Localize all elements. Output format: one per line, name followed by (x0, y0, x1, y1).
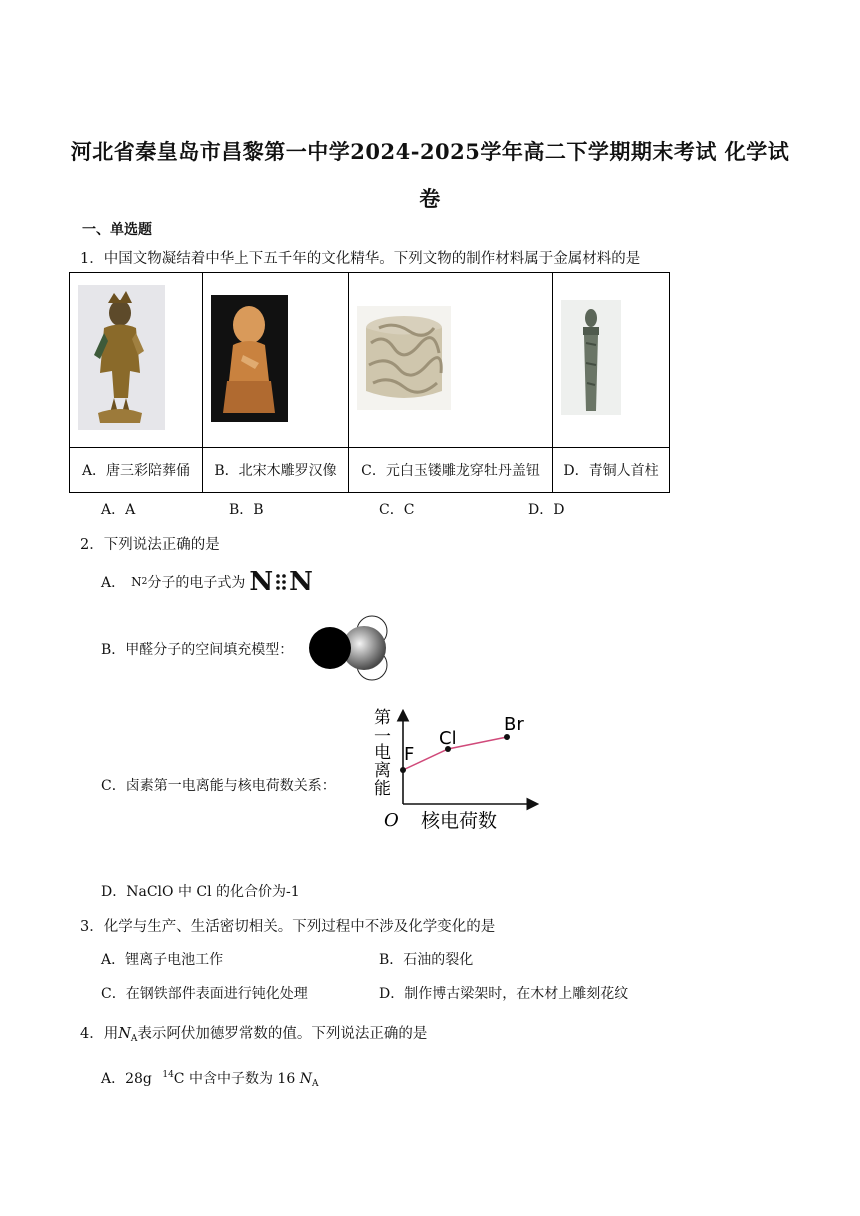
n2-symbol: N (131, 575, 142, 589)
origin-label: O (384, 810, 399, 831)
q4-a-mid: C 中含中子数为 16 (173, 1071, 296, 1087)
q4-option-a[interactable] (101, 1068, 318, 1089)
point-f (400, 767, 406, 773)
q1-option-a[interactable]: A．A (101, 502, 136, 518)
triple-bond-dots-icon (273, 571, 289, 593)
question-3-stem: 3．化学与生产、生活密切相关。下列过程中不涉及化学变化的是 (80, 919, 496, 935)
wooden-arhat-statue-image (203, 273, 348, 443)
ylabel-char-1: 第 (374, 708, 391, 728)
q4-a-na-symbol: N (299, 1071, 312, 1087)
q2-a-text: 分子的电子式为 (147, 575, 246, 591)
label-cl: Cl (439, 728, 457, 749)
q2-option-b[interactable]: B．甲醛分子的空间填充模型： (101, 642, 294, 658)
caption-b: B．北宋木雕罗汉像 (203, 448, 349, 493)
q4-a-na-subscript: A (311, 1079, 319, 1089)
ylabel-char-2: 一 (374, 727, 391, 747)
q2-a-prefix: A． (101, 575, 126, 591)
caption-c: C．元白玉镂雕龙穿牡丹盖钮 (349, 448, 553, 493)
c14-superscript: 14 (162, 1070, 174, 1080)
na-symbol: N (118, 1026, 131, 1042)
relics-table (69, 272, 670, 493)
ylabel-char-4: 离 (374, 761, 391, 781)
n2-formula-right: N (289, 567, 313, 597)
q4-stem-prefix: 4．用 (80, 1026, 119, 1042)
q2-option-c[interactable]: C．卤素第一电离能与核电荷数关系： (101, 778, 336, 794)
page-title-line1: 河北省秦皇岛市昌黎第一中学2024-2025学年高二下学期期末考试 化学试 (70, 139, 790, 164)
xlabel: 核电荷数 (421, 810, 498, 832)
relic-image-cell-d (553, 273, 670, 448)
caption-d: D．青铜人首柱 (553, 448, 670, 493)
label-f: F (404, 744, 415, 765)
q3-option-a[interactable]: A．锂离子电池工作 (101, 952, 224, 968)
page-title-line2: 卷 (419, 186, 441, 211)
ylabel-char-5: 能 (374, 779, 391, 799)
ionization-energy-graph (366, 702, 546, 834)
q2-option-d[interactable]: D．NaClO 中 Cl 的化合价为-1 (101, 884, 300, 900)
label-br: Br (504, 714, 524, 735)
relic-image-cell-c (349, 273, 553, 448)
ylabel-char-3: 电 (374, 743, 391, 763)
caption-a: A．唐三彩陪葬俑 (70, 448, 203, 493)
bronze-human-head-pillar-image (553, 273, 669, 443)
n2-subscript: 2 (141, 577, 148, 587)
formaldehyde-space-filling-model (306, 612, 392, 684)
question-4-stem (80, 1022, 427, 1044)
q1-option-b[interactable]: B．B (229, 502, 264, 518)
jade-dragon-lid-knob-image (349, 273, 552, 443)
q4-a-prefix: A．28g (101, 1071, 152, 1087)
section-heading: 一、单选题 (82, 222, 152, 238)
q2-option-a[interactable] (101, 567, 313, 597)
q3-option-b[interactable]: B．石油的裂化 (379, 952, 474, 968)
relic-image-cell-b (203, 273, 349, 448)
relic-image-cell-a (70, 273, 203, 448)
na-subscript: A (130, 1034, 138, 1044)
q1-option-c[interactable]: C．C (379, 502, 415, 518)
question-2-stem: 2．下列说法正确的是 (80, 537, 220, 553)
q3-option-c[interactable]: C．在钢铁部件表面进行钝化处理 (101, 986, 308, 1002)
q1-option-d[interactable]: D．D (528, 502, 565, 518)
q3-option-d[interactable]: D．制作博古梁架时，在木材上雕刻花纹 (379, 986, 629, 1002)
tang-sancai-figurine-image (70, 273, 202, 443)
n2-formula-left: N (249, 567, 274, 597)
q4-stem-suffix: 表示阿伏加德罗常数的值。下列说法正确的是 (137, 1026, 428, 1042)
question-1-stem: 1．中国文物凝结着中华上下五千年的文化精华。下列文物的制作材料属于金属材料的是 (80, 251, 641, 267)
